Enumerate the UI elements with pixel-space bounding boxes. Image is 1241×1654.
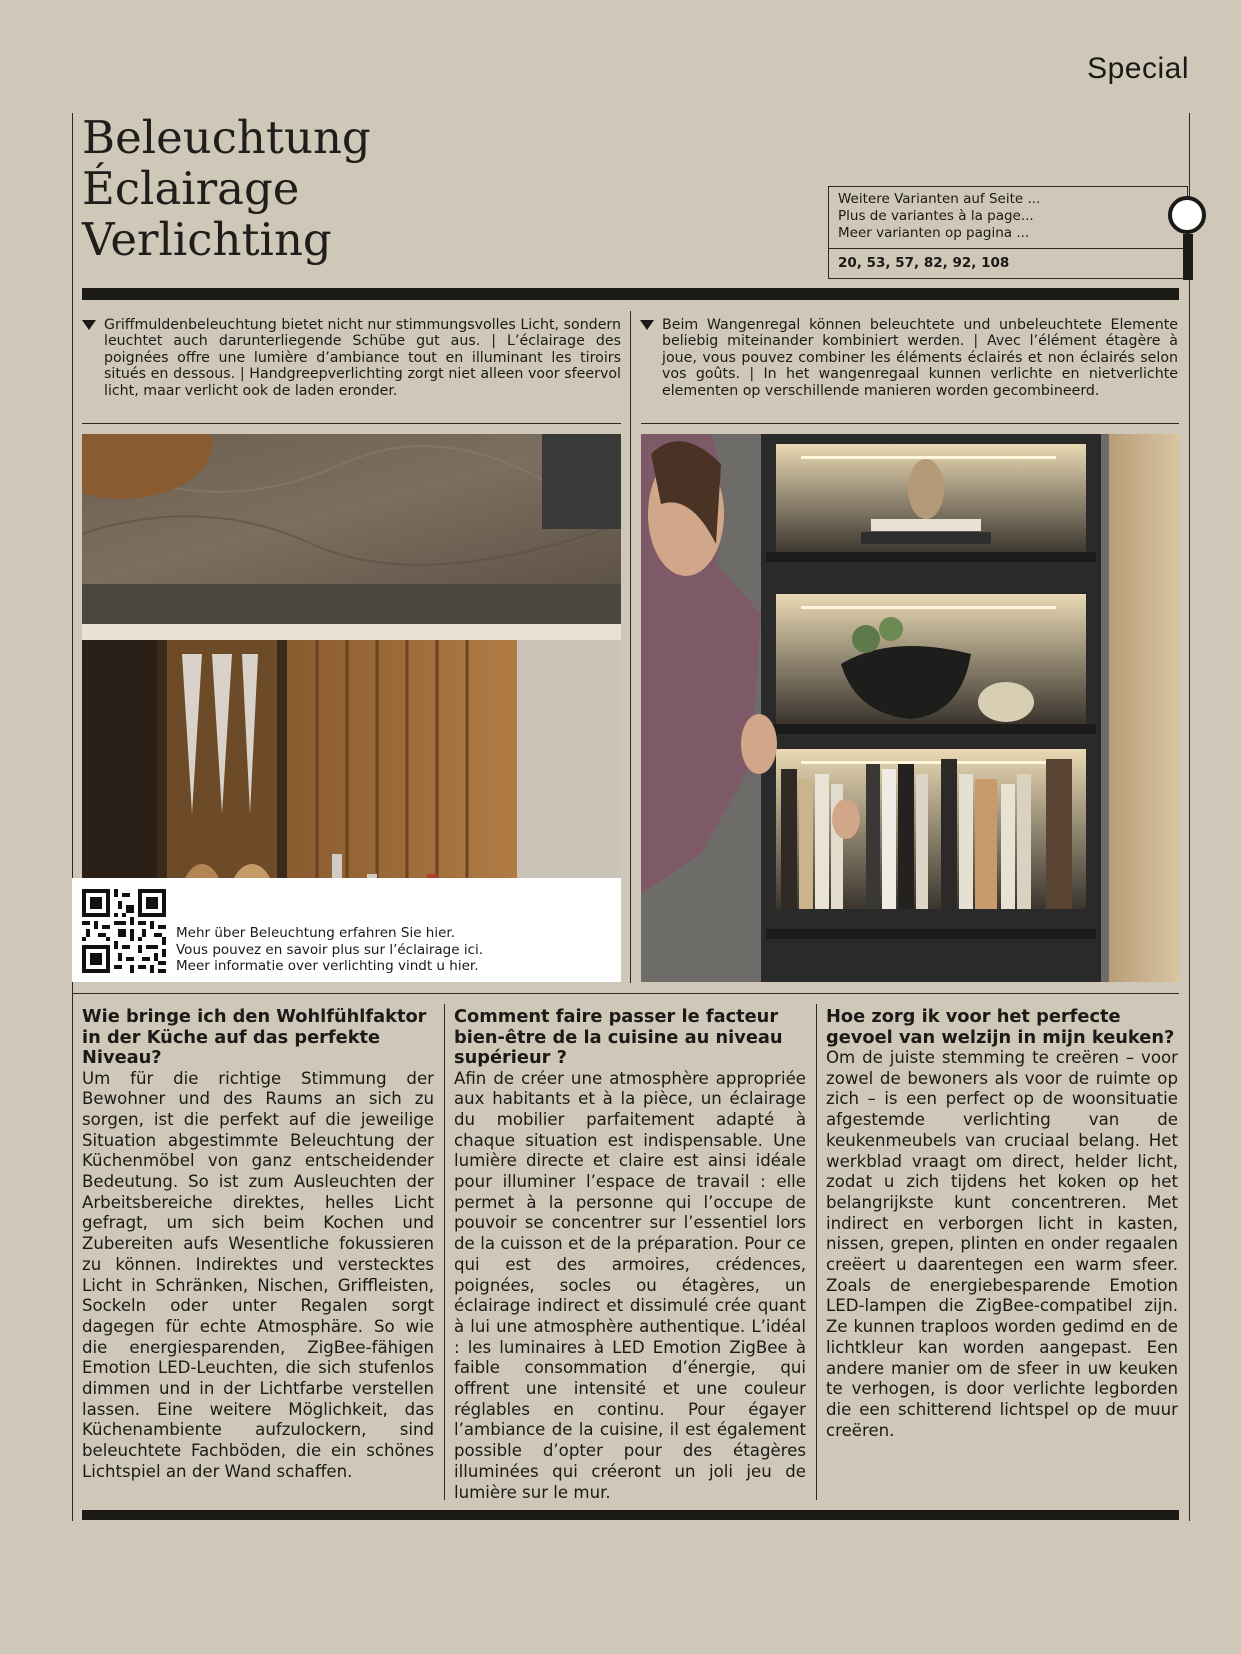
article-body-fr: Afin de créer une atmosphère appropriée aux habitants et à la pièce, un éclairage du mobilier parfaitement adapté à chaque situation est indispensable. Une lumière directe et claire est ainsi idéale pour illuminer l’espace de travail : elle permet à la personne qui l’occupe de pouvoir se concentrer sur l’essentiel lors de la cuisson et de la préparation. Pour ce qui est des armoires, crédences, poignées, socles ou étagères, un éclairage indirect et dissimulé crée quant à lui une atmosphère authentique. L’idéal : les luminaires à LED Emotion ZigBee à faible consommation d’énergie, qui offrent une intensité et une couleur réglables en continu. Pour égayer l’ambiance de la cuisine, il est également possible d’opter pour des étagères illuminées qui créeront un joli jeu de lumière sur le mur. bbox=[454, 1068, 806, 1502]
top-rule-bar bbox=[82, 288, 1179, 300]
qr-code[interactable] bbox=[82, 889, 166, 973]
article-body-de: Um für die richtige Stimmung der Bewohner und des Raums an sich zu sorgen, ist die perfekt auf die jeweilige Situation abgestimmte Beleuchtung der Küchenmöbel von ganz entscheidender Bedeutung. So ist zum Ausleuchten der Arbeitsbereiche direktes, helles Licht gefragt, um sich beim Kochen und Zubereiten aufs Wesentliche fokussieren zu können. Indirektes und verstecktes Licht in Schränken, Nischen, Griffleisten, Sockeln oder unter Regalen sorgt dagegen für echte Atmosphäre. So wie die energiesparenden, ZigBee-fähigen Emotion LED-Leuchten, die sich stufenlos dimmen und in der Lichtfarbe verstellen lassen. Eine weitere Möglichkeit, das Küchenambiente aufzulockern, sind beleuchtete Fachböden, die ein schönes Lichtspiel an der Wand schaffen. bbox=[82, 1068, 434, 1481]
variants-text bbox=[829, 187, 1187, 249]
triangle-down-icon bbox=[640, 320, 654, 330]
article-column-fr bbox=[454, 1007, 806, 1503]
variants-line-fr: Plus de variantes à la page... bbox=[838, 208, 1034, 224]
article-body-nl: Om de juiste stemming te creëren – voor zowel de bewoners als voor de ruimte op zich – is een perfect op de woonsituatie afgestemde verlichting van de keukenmeubels van cruciaal belang. Het werkblad vraagt om direct, helder licht, zodat u zich tijdens het koken op het belangrijkste kunt concentreren. Met indirect en verborgen licht in kasten, nissen, grepen, plinten en onder regaalen creëert u daarentegen een warm sfeer. Zoals de energiebesparende Emotion LED-lampen die ZigBee-compatibel zijn. Ze kunnen traploos worden gedimd en de lichtkleur kan worden aangepast. Een andere manier om de sfeer in uw keuken te verhogen, is door verlichte legborden die een schitterend lichtspel op de muur creëren. bbox=[826, 1048, 1178, 1440]
title-line-de: Beleuchtung bbox=[82, 111, 371, 164]
qr-caption bbox=[176, 925, 483, 975]
section-label: Special bbox=[1087, 52, 1189, 85]
column-divider bbox=[816, 1004, 817, 1500]
variants-box bbox=[828, 186, 1188, 279]
variants-line-nl: Meer varianten op pagina ... bbox=[838, 225, 1030, 241]
bottom-rule-bar bbox=[82, 1510, 1179, 1520]
column-divider bbox=[444, 1004, 445, 1500]
qr-caption-fr: Vous pouvez en savoir plus sur l’éclairage ici. bbox=[176, 941, 484, 958]
frame-line-right bbox=[1189, 113, 1190, 1521]
magnifier-icon bbox=[1168, 196, 1206, 234]
article-heading-nl: Hoe zorg ik voor het perfecte gevoel van welzijn in mijn keuken? bbox=[826, 1006, 1175, 1048]
magnifier-handle bbox=[1183, 234, 1193, 280]
caption-rule-left bbox=[82, 423, 621, 424]
triangle-down-icon bbox=[82, 320, 96, 330]
caption-right bbox=[662, 317, 1178, 399]
page-title bbox=[82, 112, 371, 265]
caption-divider bbox=[630, 311, 631, 983]
qr-caption-de: Mehr über Beleuchtung erfahren Sie hier. bbox=[176, 925, 456, 941]
frame-line-left bbox=[72, 113, 73, 1521]
article-column-nl bbox=[826, 1007, 1178, 1441]
variants-pages: 20, 53, 57, 82, 92, 108 bbox=[838, 255, 1010, 271]
title-line-nl: Verlichting bbox=[82, 213, 332, 266]
variants-line-de: Weitere Varianten auf Seite ... bbox=[838, 191, 1041, 207]
caption-left bbox=[104, 317, 621, 399]
photo-shelf-lighting bbox=[641, 434, 1179, 982]
qr-caption-nl: Meer informatie over verlichting vindt u hier. bbox=[176, 958, 479, 974]
caption-left-text: Griffmuldenbeleuchtung bietet nicht nur stimmungsvolles Licht, sondern leuchtet auch darunterliegende Schübe gut aus. | L’éclairage des poignées offre une lumière d’ambiance tout en illuminant les tiroirs situés en dessous. | Handgreepverlichting zorgt niet alleen voor sfeervol licht, maar verlicht ook de laden eronder. bbox=[104, 317, 621, 399]
title-line-fr: Éclairage bbox=[82, 162, 300, 215]
columns-top-rule bbox=[72, 993, 1179, 994]
article-column-de bbox=[82, 1007, 434, 1483]
shelf-illustration bbox=[641, 434, 1179, 982]
caption-rule-right bbox=[641, 423, 1179, 424]
article-heading-fr: Comment faire passer le facteur bien-être de la cuisine au niveau supérieur ? bbox=[454, 1006, 783, 1068]
article-heading-de: Wie bringe ich den Wohlfühlfaktor in der Küche auf das perfekte Niveau? bbox=[82, 1006, 427, 1068]
caption-right-text: Beim Wangenregal können beleuchtete und unbeleuchtete Elemente beliebig miteinander kombiniert werden. | Avec l’élément étagère à joue, vous pouvez combiner les éléments éclairés et non éclairés selon vos goûts. | In het wangenregaal kunnen verlichte en nietverlichte elementen op verschillende manieren worden gecombineerd. bbox=[662, 317, 1178, 399]
qr-code-graphic bbox=[82, 889, 166, 973]
